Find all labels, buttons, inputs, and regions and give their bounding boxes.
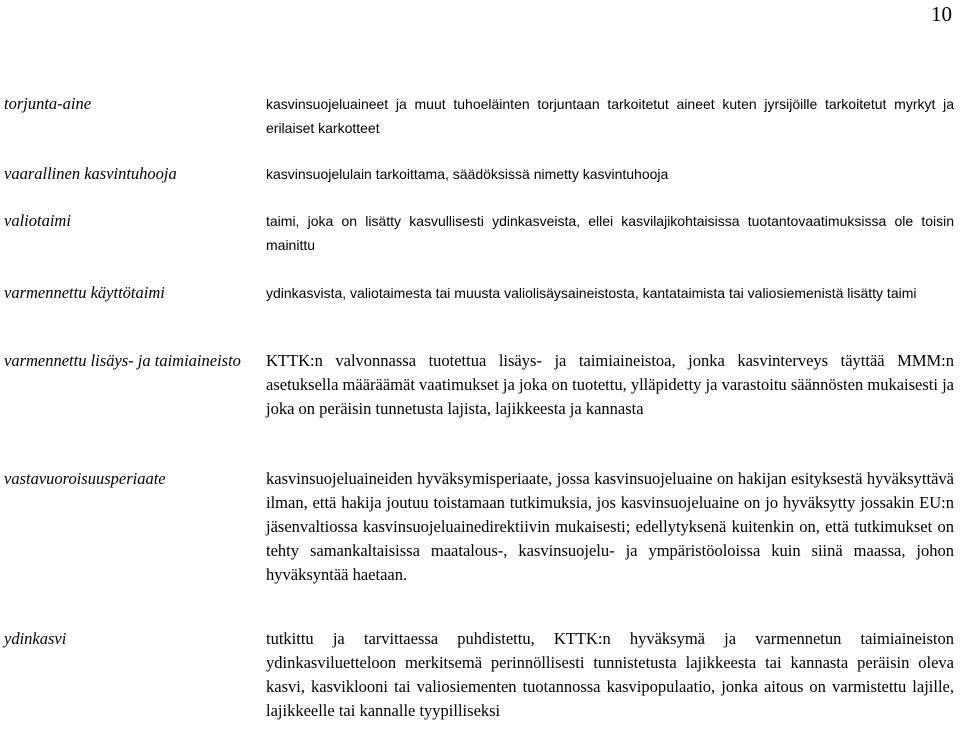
glossary-term: torjunta-aine: [4, 94, 92, 113]
glossary-definition: ydinkasvista, valiotaimesta tai muusta valiolisäysaineistosta, kantataimista tai valiosiemenistä lisätty taimi: [266, 285, 917, 301]
glossary-term: ydinkasvi: [4, 629, 67, 648]
glossary-definition: kasvinsuojelulain tarkoittama, säädöksissä nimetty kasvintuhooja: [266, 166, 669, 182]
glossary-term: vaarallinen kasvintuhooja: [4, 164, 177, 183]
glossary-definition: tutkittu ja tarvittaessa puhdistettu, KTTK:n hyväksymä ja varmennetun taimiaineiston ydinkasviluetteloon merkitsemä perinnöllisesti tunnistetusta lajikkeesta tai kannasta peräisin oleva kasvi, kasviklooni tai valiosiementen tuotannossa kasvipopulaatio, jonka aitous on varmistettu lajille, lajikkeelle tai kannalle tyypilliseksi: [266, 629, 954, 720]
glossary-term: vastavuoroisuusperiaate: [4, 469, 166, 488]
glossary-definition: KTTK:n valvonnassa tuotettua lisäys- ja taimiaineistoa, jonka kasvinterveys täyttää MMM:n asetuksella määräämät vaatimukset ja joka on tuotettu, ylläpidetty ja varastoitu säännösten mukaisesti ja joka on peräisin tunnetusta lajista, lajikkeesta ja kannasta: [266, 351, 954, 418]
glossary-definition: kasvinsuojeluaineet ja muut tuhoeläinten torjuntaan tarkoitetut aineet kuten jyrsijöille tarkoitetut myrkyt ja erilaiset karkotteet: [266, 96, 954, 136]
glossary-term: valiotaimi: [4, 211, 71, 230]
glossary-term: varmennettu lisäys- ja taimiaineisto: [4, 351, 241, 370]
glossary-definition: kasvinsuojeluaineiden hyväksymisperiaate, jossa kasvinsuojeluaine on hakijan esityksestä hyväksyttävä ilman, että hakija joutuu toistamaan tutkimuksia, jos kasvinsuojeluaine on jo hyväksytty jossakin EU:n jäsenvaltiossa kasvinsuojeluainedirektiivin mukaisesti; edellytyksenä kuitenkin on, että tutkimukset on tehty samankaltaisissa maatalous-, kasvinsuojelu- ja ympäristöoloissa kuin siinä maassa, johon hyväksyntää haetaan.: [266, 469, 954, 584]
glossary-term: varmennettu käyttötaimi: [4, 283, 165, 302]
page-number: 10: [931, 2, 952, 26]
glossary-definition: taimi, joka on lisätty kasvullisesti ydinkasveista, ellei kasvilajikohtaisissa tuotantovaatimuksissa ole toisin mainittu: [266, 213, 954, 253]
